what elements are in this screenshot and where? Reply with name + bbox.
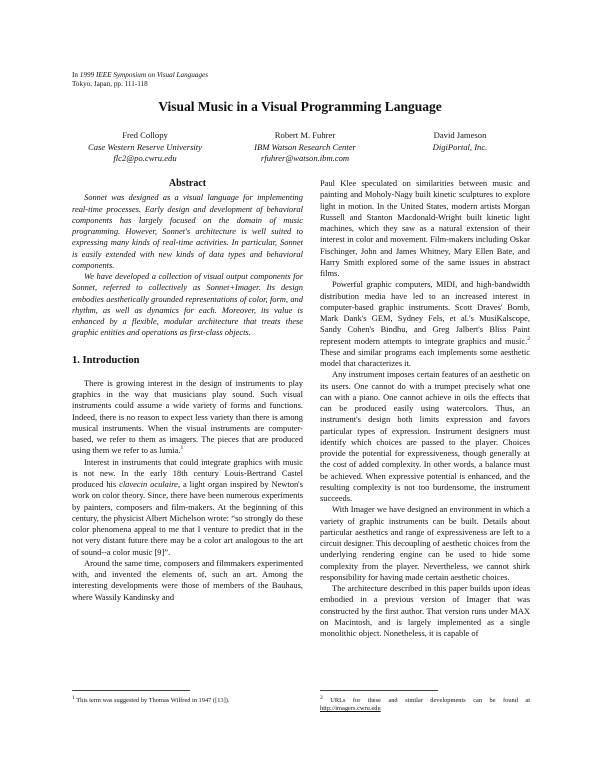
author-name: Robert M. Fuhrer xyxy=(274,130,336,140)
footnote-1: $^1$ This term was suggested by Thomas Wilfred in 1947 ([13]). xyxy=(72,694,230,704)
author-block-2 xyxy=(220,130,390,165)
venue-citation xyxy=(72,71,208,88)
paper-title: Visual Music in a Visual Programming Language xyxy=(158,99,442,114)
abstract-paragraph: We have developed a collection of visual output components for Sonnet, referred to collectively as Sonnet+Imager. Its design embodies aesthetically grounded representations of color, form, and rhythm, as well as dynamics for each. Moreover, its value is enhanced by a flexible, modular architecture that treats these graphic entities and operations as first-class objects. xyxy=(72,271,303,338)
body-paragraph: Powerful graphic computers, MIDI, and high-bandwidth distribution media have led to an increased interest in computer-based graphic instruments. Scott Draves' Bomb, Mark Dank's GEM, Sydney Fels, et al.'s MusiKalscope, Sandy Cohen's Bindhu, and Greg Jalbert's Bliss Paint represent modern attempts to integrate graphics and music.$^2$ These and similar programs each implements some aesthetic model that characterizes it. xyxy=(320,279,530,368)
section-heading-introduction: 1. Introduction xyxy=(72,354,140,366)
abstract-section xyxy=(72,178,303,339)
author-name: David Jameson xyxy=(433,130,487,140)
author-block-3 xyxy=(395,130,525,153)
author-block-1 xyxy=(70,130,220,165)
author-email: rfuhrer@watson.ibm.com xyxy=(260,153,350,163)
footnote-link[interactable]: http://imagers.cwru.edu xyxy=(320,705,381,712)
body-paragraph: There is growing interest in the design of instruments to play graphics in the way that musicians play sound. Such visual instruments could assume a wide variety of forms and functions. Indeed, there is no reason to expect less variety than there is among musical instruments. When the visual instruments are computer-based, we refer to them as imagers. The pieces that are produced using them we refer to as lumia.$^1$ xyxy=(72,377,303,456)
author-name: Fred Collopy xyxy=(122,130,168,140)
footnote-ref: 2 xyxy=(527,335,530,342)
author-affiliation: DigiPortal, Inc. xyxy=(432,141,488,152)
author-affiliation: Case Western Reserve University xyxy=(88,141,202,152)
author-email: flc2@po.cwru.edu xyxy=(113,153,177,163)
footnote-ref: 1 xyxy=(180,445,184,452)
body-paragraph: With Imager we have designed an environment in which a variety of graphic instruments can be built. Details about particular aesthetics and range of expressiveness are left to a circuit designer. This decoupling of aesthetic choices from the underlying rendering engine can be used to hide some complexity from the player. Nevertheless, we cannot shirk responsibility for having made certain aesthetic choices. xyxy=(320,504,530,582)
body-paragraph: The architecture described in this paper builds upon ideas embodied in a previous version of Imager that was constructed by the first author. That version runs under MAX on Macintosh, and is largely implemented as a single monolithic object. Nonetheless, it is capable of xyxy=(320,583,530,638)
footnote-divider xyxy=(320,690,438,691)
footnote-divider xyxy=(72,690,190,691)
abstract-heading: Abstract xyxy=(168,178,207,189)
body-paragraph: Paul Klee speculated on similarities between music and painting and Moholy-Nagy built kinetic sculptures to explore light in motion. In the United States, modern artists Morgan Russell and Stanton Macdonald-Wright built kinetic light machines, which they saw as a natural extension of their interest in color and movement. Film-makers including Oskar Fischinger, John and James Whitney, Mary Ellen Bate, and Harry Smith explored some of the same issues in abstract films. xyxy=(320,178,530,278)
right-column xyxy=(320,178,530,639)
author-affiliation: IBM Watson Research Center xyxy=(254,141,356,152)
body-paragraph: Around the same time, composers and filmmakers experimented with, and invented the elements of, such an art. Among the interesting developments were those of members of the Bauhaus, where Wassily Kandinsky and xyxy=(72,557,303,602)
body-paragraph: Any instrument imposes certain features of an aesthetic on its users. One cannot do with a trumpet precisely what one can with a piano. One cannot achieve in oils the effects that can be produced easily using watercolors. Thus, an instrument's design both limits expression and favors particular types of expression. Instrument designers must identify which choices are passed to the player. Choices provide the potential for expressiveness, though generally at the cost of added complexity. In other words, a balance must be achieved. When expressive potential is enhanced, and the resulting complexity is not too burdensome, the instrument succeeds. xyxy=(320,369,530,503)
venue-line-1: In 1999 IEEE Symposium on Visual Languages xyxy=(72,71,209,79)
abstract-paragraph: Sonnet was designed as a visual language for implementing real-time processes. Early design and development of behavioral components has largely focused on the domain of music programming. However, Sonnet's architecture is well suited to expressing many kinds of real-time activities. In particular, Sonnet is easily extended with new kinds of data types and behavioral components. xyxy=(72,192,303,270)
left-column xyxy=(72,178,303,603)
body-paragraph: Interest in instruments that could integrate graphics with music is not new. In the early 18th century Louis-Bertrand Castel produced his clavecin oculaire, a light organ inspired by Newton's work on color theory. Since, there have been numerous experiments by painters, composers and film-makers. At the beginning of this century, the physicist Albert Michelson wrote: “so strongly do these color phenomena appeal to me that I venture to predict that in the not very distant future there may be a color art analogous to the art of sound--a color music [9]”. xyxy=(72,456,303,557)
venue-line-2: Tokyo, Japan, pp. 111-118 xyxy=(72,79,148,88)
footnote-2: $^2$ URLs for these and similar developments can be found at http://imagers.cwru.edu xyxy=(320,694,530,712)
